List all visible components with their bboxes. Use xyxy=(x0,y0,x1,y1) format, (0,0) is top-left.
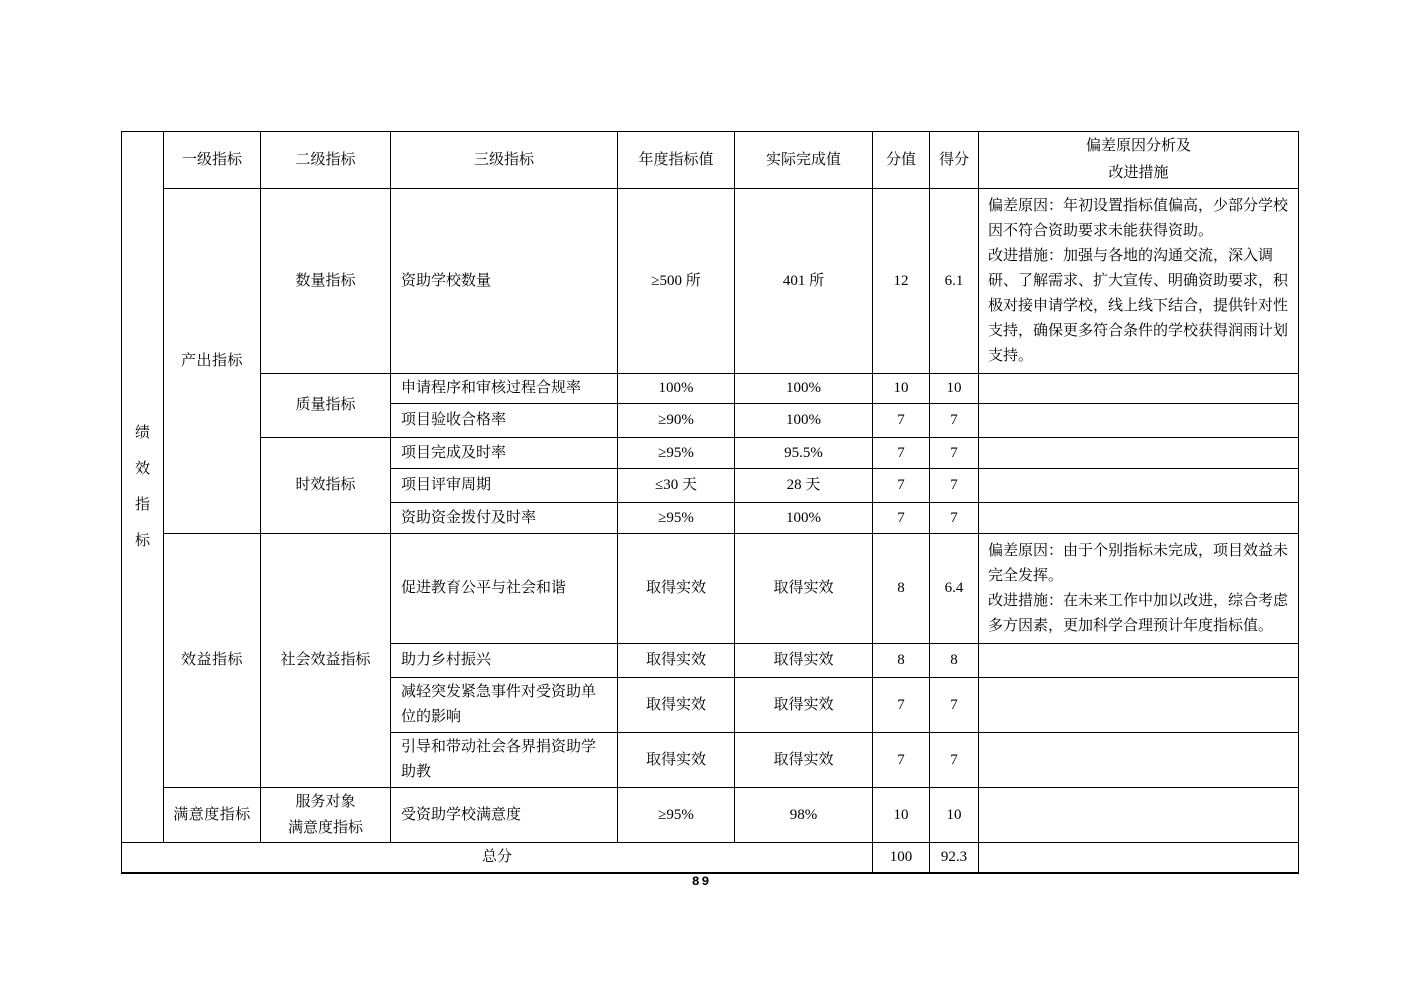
cell-gained: 7 xyxy=(930,733,979,788)
header-target: 年度指标值 xyxy=(618,132,735,189)
subgroup-quantity: 数量指标 xyxy=(261,189,391,374)
cell-level3: 资助资金拨付及时率 xyxy=(391,503,618,534)
cell-target: 100% xyxy=(618,374,735,404)
row-group-label-cell xyxy=(122,132,164,843)
table-row xyxy=(122,788,1299,843)
cell-gained: 10 xyxy=(930,788,979,843)
table-row xyxy=(122,534,1299,644)
remark-deviation-reason: 偏差原因：年初设置指标值偏高，少部分学校因不符合资助要求未能获得资助。 xyxy=(988,198,1289,239)
remark-empty xyxy=(979,644,1299,678)
cell-actual: 取得实效 xyxy=(735,733,873,788)
cell-gained: 7 xyxy=(930,503,979,534)
cell-level3: 受资助学校满意度 xyxy=(391,788,618,843)
group-satisfaction-indicators: 满意度指标 xyxy=(164,788,261,843)
remark-benefit xyxy=(979,534,1299,644)
cell-target: 取得实效 xyxy=(618,678,735,733)
cell-target: ≥90% xyxy=(618,404,735,438)
remark-deviation-reason: 偏差原因：由于个别指标未完成，项目效益未完全发挥。 xyxy=(988,543,1289,584)
header-level3: 三级指标 xyxy=(391,132,618,189)
cell-gained: 7 xyxy=(930,404,979,438)
vertical-label-char: 效 xyxy=(134,460,150,477)
cell-target: 取得实效 xyxy=(618,733,735,788)
subgroup-service-target-line1: 服务对象 xyxy=(295,794,356,810)
remark-empty xyxy=(979,438,1299,469)
cell-actual: 取得实效 xyxy=(735,678,873,733)
cell-target: 取得实效 xyxy=(618,644,735,678)
header-gained: 得分 xyxy=(930,132,979,189)
subgroup-service-target xyxy=(261,788,391,843)
cell-gained: 7 xyxy=(930,678,979,733)
performance-indicator-table xyxy=(121,131,1299,874)
remark-empty xyxy=(979,503,1299,534)
vertical-label-char: 绩 xyxy=(134,424,150,441)
remark-improvement-measure: 改进措施：在未来工作中加以改进，综合考虑多方因素，更加科学合理预计年度指标值。 xyxy=(988,593,1289,634)
cell-actual: 取得实效 xyxy=(735,644,873,678)
cell-level3: 项目评审周期 xyxy=(391,469,618,503)
remark-empty xyxy=(979,678,1299,733)
cell-level3: 项目完成及时率 xyxy=(391,438,618,469)
remark-empty xyxy=(979,788,1299,843)
cell-score: 12 xyxy=(873,189,930,374)
subgroup-social-benefit: 社会效益指标 xyxy=(261,534,391,788)
vertical-label-char: 标 xyxy=(134,532,150,549)
cell-actual: 98% xyxy=(735,788,873,843)
cell-actual: 100% xyxy=(735,374,873,404)
cell-actual: 取得实效 xyxy=(735,534,873,644)
group-benefit-indicators: 效益指标 xyxy=(164,534,261,788)
cell-level3: 资助学校数量 xyxy=(391,189,618,374)
cell-actual: 401 所 xyxy=(735,189,873,374)
table-header-row xyxy=(122,132,1299,189)
cell-target: 取得实效 xyxy=(618,534,735,644)
header-remark-line1: 偏差原因分析及 xyxy=(1085,138,1191,154)
cell-actual: 100% xyxy=(735,503,873,534)
vertical-label-char: 指 xyxy=(134,496,150,513)
cell-score: 7 xyxy=(873,469,930,503)
cell-score: 7 xyxy=(873,438,930,469)
cell-gained: 8 xyxy=(930,644,979,678)
total-gained: 92.3 xyxy=(930,843,979,873)
cell-gained: 10 xyxy=(930,374,979,404)
cell-gained: 6.4 xyxy=(930,534,979,644)
header-remark xyxy=(979,132,1299,189)
table-row xyxy=(122,374,1299,404)
cell-score: 8 xyxy=(873,644,930,678)
header-actual: 实际完成值 xyxy=(735,132,873,189)
cell-level3: 项目验收合格率 xyxy=(391,404,618,438)
cell-actual: 95.5% xyxy=(735,438,873,469)
remark-quantity xyxy=(979,189,1299,374)
cell-level3: 减轻突发紧急事件对受资助单位的影响 xyxy=(391,678,618,733)
cell-score: 7 xyxy=(873,404,930,438)
cell-level3: 引导和带动社会各界捐资助学助教 xyxy=(391,733,618,788)
cell-level3: 助力乡村振兴 xyxy=(391,644,618,678)
remark-empty xyxy=(979,733,1299,788)
cell-score: 7 xyxy=(873,678,930,733)
table-row xyxy=(122,438,1299,469)
header-remark-line2: 改进措施 xyxy=(1108,165,1169,181)
header-level2: 二级指标 xyxy=(261,132,391,189)
remark-empty xyxy=(979,843,1299,873)
cell-target: ≤30 天 xyxy=(618,469,735,503)
total-row xyxy=(122,843,1299,873)
cell-level3: 促进教育公平与社会和谐 xyxy=(391,534,618,644)
cell-score: 10 xyxy=(873,374,930,404)
group-output-indicators: 产出指标 xyxy=(164,189,261,534)
table-row xyxy=(122,189,1299,374)
cell-gained: 7 xyxy=(930,438,979,469)
total-score: 100 xyxy=(873,843,930,873)
subgroup-quality: 质量指标 xyxy=(261,374,391,438)
cell-actual: 100% xyxy=(735,404,873,438)
remark-improvement-measure: 改进措施：加强与各地的沟通交流，深入调研、了解需求、扩大宣传、明确资助要求，积极对接申请学校，线上线下结合，提供针对性支持，确保更多符合条件的学校获得润雨计划支持。 xyxy=(988,248,1289,364)
cell-gained: 7 xyxy=(930,469,979,503)
subgroup-timeliness: 时效指标 xyxy=(261,438,391,534)
cell-target: ≥500 所 xyxy=(618,189,735,374)
cell-score: 7 xyxy=(873,733,930,788)
cell-score: 10 xyxy=(873,788,930,843)
remark-empty xyxy=(979,374,1299,404)
cell-gained: 6.1 xyxy=(930,189,979,374)
cell-target: ≥95% xyxy=(618,503,735,534)
header-level1: 一级指标 xyxy=(164,132,261,189)
header-score: 分值 xyxy=(873,132,930,189)
cell-actual: 28 天 xyxy=(735,469,873,503)
cell-target: ≥95% xyxy=(618,438,735,469)
remark-empty xyxy=(979,469,1299,503)
page-number: 89 xyxy=(691,874,712,889)
cell-target: ≥95% xyxy=(618,788,735,843)
cell-level3: 申请程序和审核过程合规率 xyxy=(391,374,618,404)
cell-score: 7 xyxy=(873,503,930,534)
cell-score: 8 xyxy=(873,534,930,644)
remark-empty xyxy=(979,404,1299,438)
subgroup-service-target-line2: 满意度指标 xyxy=(287,820,363,836)
total-label-cell: 总分 xyxy=(122,843,873,873)
vertical-label-performance-indicators xyxy=(126,426,159,549)
